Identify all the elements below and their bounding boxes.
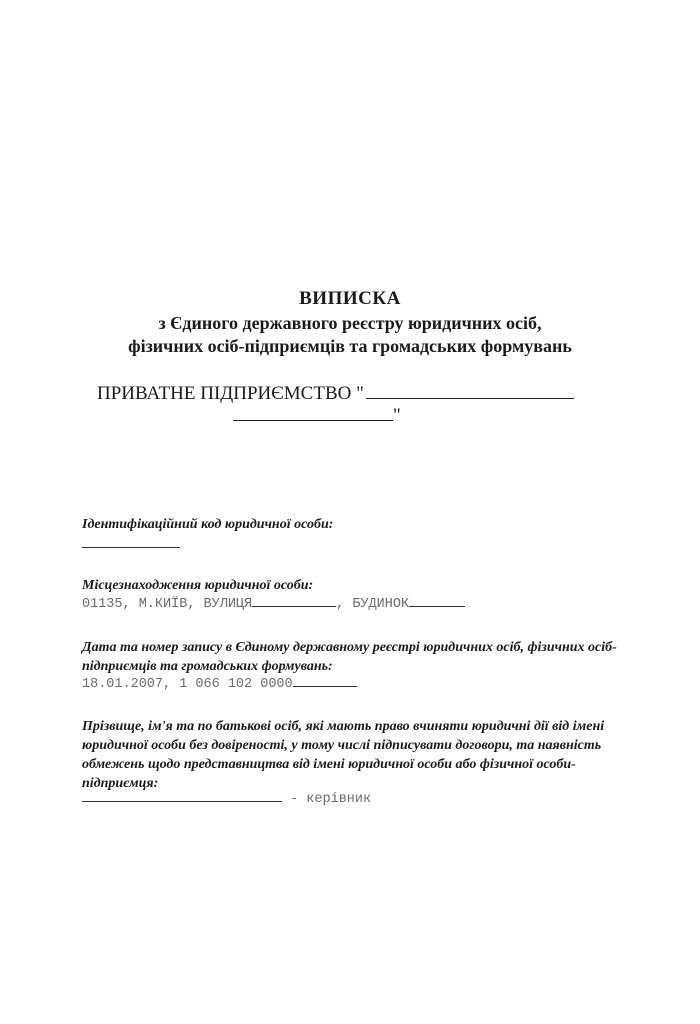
id-code-redacted-blank [82, 534, 180, 548]
document-subtitle-line1: з Єдиного державного реєстру юридичних осіб, [158, 313, 542, 333]
registration-value [82, 673, 357, 692]
street-redacted-blank [252, 593, 336, 607]
entity-name-redacted-blank-2 [233, 402, 393, 421]
authorized-persons-role: - керівник [282, 792, 372, 807]
document-subtitle-line2: фізичних осіб-підприємців та громадських формувань [128, 336, 572, 356]
authorized-persons-label: Прізвище, ім'я та по батькові осіб, які мають право вчиняти юридичні дії від імені юридичної особи без довіреності, у тому числі підписувати договори, та наявність обмежень щодо представництва від імені юридичної особи або фізичної особи-підприємця: [82, 719, 605, 791]
authorized-persons-value [82, 788, 371, 807]
id-code-label: Ідентифікаційний код юридичної особи: [82, 517, 334, 532]
location-value-part2: , БУДИНОК [336, 597, 410, 612]
registration-label: Дата та номер запису в Єдиному державному реєстрі юридичних осіб, фізичних осіб-підприємців та громадських формувань: [82, 640, 617, 674]
entity-suffix: " [393, 405, 401, 426]
registration-value-text: 18.01.2007, 1 066 102 0000 [82, 677, 293, 692]
id-code-value [82, 534, 180, 553]
location-value [82, 593, 465, 612]
location-value-part1: 01135, М.КИЇВ, ВУЛИЦЯ [82, 597, 253, 612]
authorized-person-redacted-blank [82, 788, 282, 802]
location-label: Місцезнаходження юридичної особи: [82, 578, 314, 593]
document-title: ВИПИСКА [299, 288, 401, 309]
registration-redacted-blank [293, 673, 357, 687]
entity-prefix: ПРИВАТНЕ ПІДПРИЄМСТВО " [97, 383, 364, 404]
entity-name-redacted-blank [366, 380, 574, 399]
house-redacted-blank [409, 593, 465, 607]
entity-name-line2 [233, 402, 401, 427]
